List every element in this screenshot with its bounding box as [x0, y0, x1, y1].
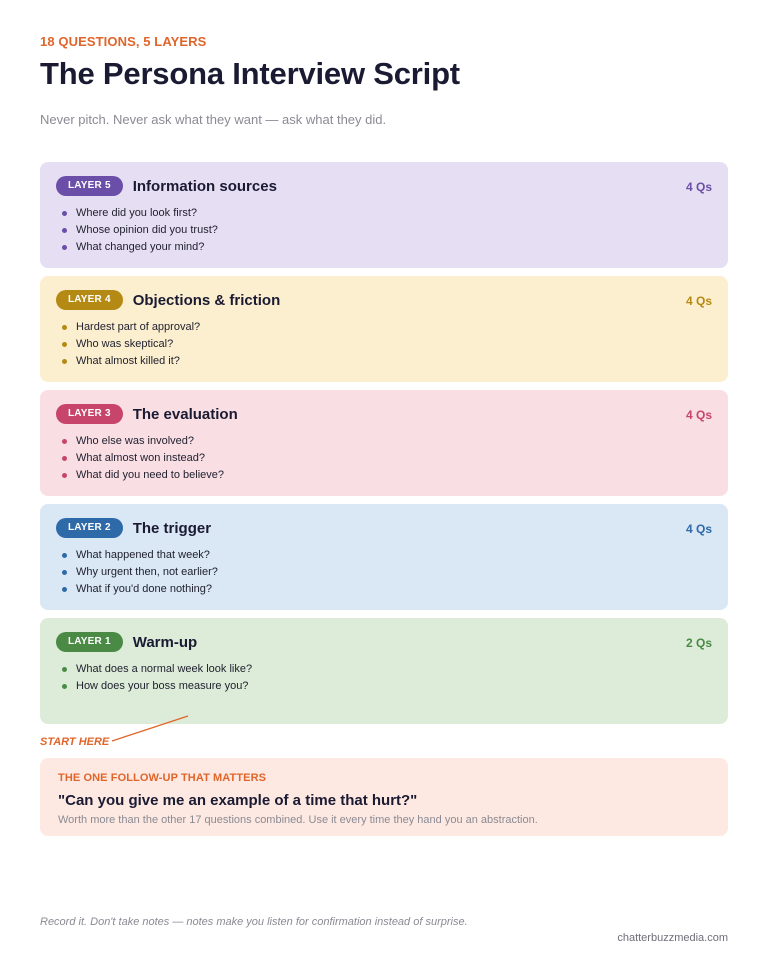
question-item: What if you'd done nothing? — [60, 581, 218, 598]
page-subtitle: Never pitch. Never ask what they want — ask what they did. — [40, 112, 387, 127]
footer-note: Record it. Don't take notes — notes make you listen for confirmation instead of surprise. — [40, 916, 468, 928]
layer-badge: LAYER 4 — [56, 290, 123, 310]
question-item: How does your boss measure you? — [60, 678, 252, 695]
question-item: Why urgent then, not earlier? — [60, 564, 218, 581]
question-count: 4 Qs — [685, 294, 712, 308]
question-count: 4 Qs — [685, 408, 712, 422]
layer-badge: LAYER 1 — [56, 632, 123, 652]
question-count: 4 Qs — [685, 522, 712, 536]
question-item: What did you need to believe? — [60, 467, 224, 484]
followup-note: Worth more than the other 17 questions combined. Use it every time they hand you an abstraction. — [58, 814, 538, 826]
layer-badge: LAYER 3 — [56, 404, 123, 424]
layer-badge: LAYER 2 — [56, 518, 123, 538]
question-item: Who else was involved? — [60, 433, 224, 450]
followup-card — [40, 758, 728, 836]
layer-title: Objections & friction — [132, 291, 281, 309]
question-item: Who was skeptical? — [60, 336, 200, 353]
eyebrow-label: 18 QUESTIONS, 5 LAYERS — [40, 34, 207, 49]
question-item: What almost killed it? — [60, 353, 200, 370]
question-item: Whose opinion did you trust? — [60, 222, 218, 239]
question-item: What almost won instead? — [60, 450, 224, 467]
layer-title: The trigger — [132, 519, 212, 537]
question-count: 4 Qs — [685, 180, 712, 194]
question-item: What does a normal week look like? — [60, 661, 252, 678]
followup-quote: "Can you give me an example of a time that hurt?" — [58, 792, 418, 809]
layer-badge: LAYER 5 — [56, 176, 123, 196]
question-count: 2 Qs — [685, 636, 712, 650]
question-item: What happened that week? — [60, 547, 218, 564]
layer-title: Warm-up — [132, 633, 198, 651]
footer-site-link[interactable]: chatterbuzzmedia.com — [617, 932, 728, 944]
start-here-label: START HERE — [40, 736, 110, 748]
followup-label: THE ONE FOLLOW-UP THAT MATTERS — [58, 772, 267, 784]
question-item: Hardest part of approval? — [60, 319, 200, 336]
layer-title: The evaluation — [132, 405, 238, 423]
page-title: The Persona Interview Script — [40, 56, 460, 91]
layer-title: Information sources — [132, 177, 277, 195]
question-item: What changed your mind? — [60, 239, 218, 256]
question-item: Where did you look first? — [60, 205, 218, 222]
